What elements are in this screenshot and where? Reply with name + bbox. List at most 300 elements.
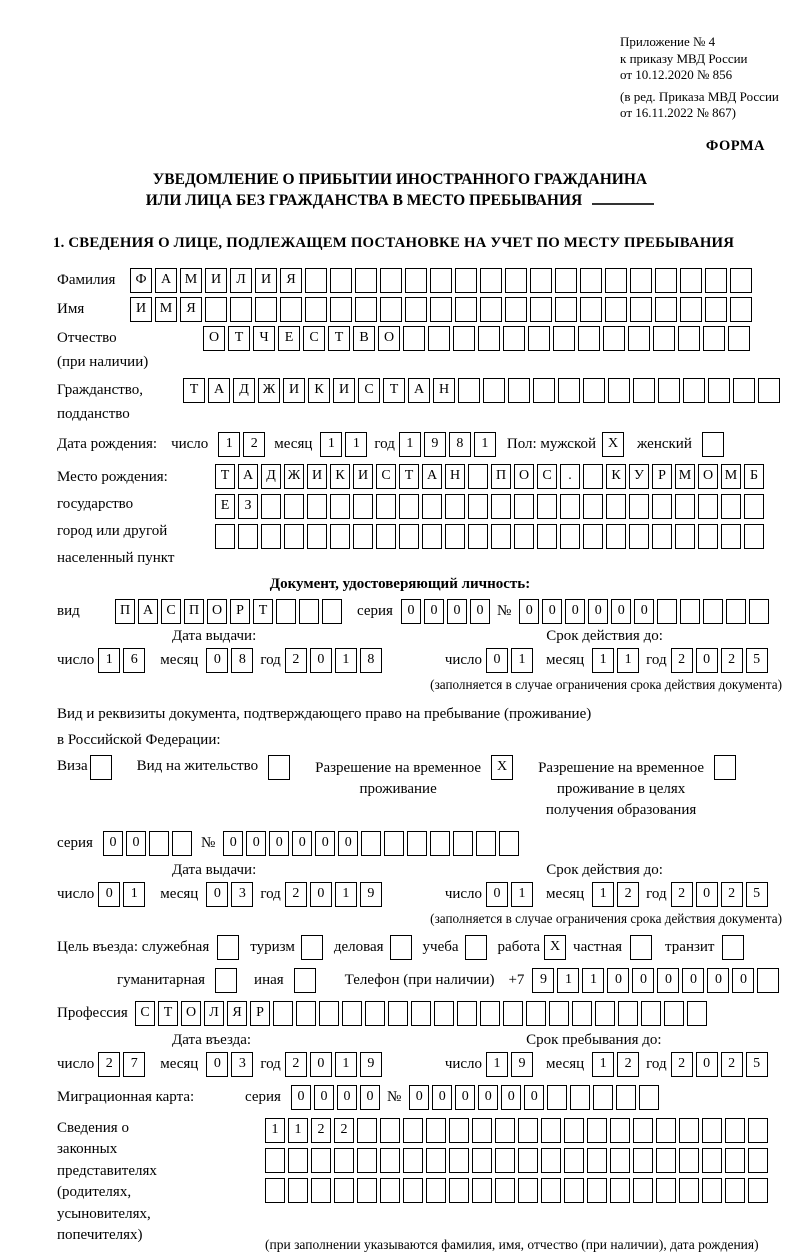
birthplace-cell[interactable] xyxy=(652,494,672,519)
patronymic-cell[interactable] xyxy=(578,326,600,351)
representatives-cell[interactable] xyxy=(449,1178,469,1203)
representatives-cell[interactable] xyxy=(610,1178,630,1203)
birthplace-cell[interactable]: Т xyxy=(399,464,419,489)
birthplace-cell[interactable]: Т xyxy=(215,464,235,489)
representatives-cell[interactable] xyxy=(633,1148,653,1173)
id-number-cell[interactable]: 0 xyxy=(542,599,562,624)
birthplace-cell[interactable] xyxy=(353,494,373,519)
given-name-cell[interactable] xyxy=(430,297,452,322)
birthplace-cell[interactable] xyxy=(698,494,718,519)
mig-number-cell[interactable] xyxy=(616,1085,636,1110)
citizenship-cell[interactable]: К xyxy=(308,378,330,403)
birthplace-cell[interactable] xyxy=(445,524,465,549)
birthplace-cell[interactable] xyxy=(238,524,258,549)
profession-cell[interactable] xyxy=(503,1001,523,1026)
citizenship-cell[interactable]: Т xyxy=(183,378,205,403)
representatives-cell[interactable] xyxy=(610,1148,630,1173)
res-number-cell[interactable]: 0 xyxy=(292,831,312,856)
patronymic-cell[interactable] xyxy=(628,326,650,351)
birthplace-cell[interactable] xyxy=(468,494,488,519)
birthplace-cell[interactable] xyxy=(721,524,741,549)
birthplace-cell[interactable] xyxy=(721,494,741,519)
birthplace-cell[interactable] xyxy=(353,524,373,549)
patronymic-cell[interactable] xyxy=(528,326,550,351)
doc-type-cell[interactable] xyxy=(299,599,319,624)
birthplace-cell[interactable]: Д xyxy=(261,464,281,489)
phone-cell[interactable]: 0 xyxy=(732,968,754,993)
patronymic-cell[interactable] xyxy=(453,326,475,351)
birthplace-cell[interactable] xyxy=(376,494,396,519)
res-issue-year-cell[interactable]: 9 xyxy=(360,882,382,907)
given-name-cell[interactable] xyxy=(580,297,602,322)
birthplace-cell[interactable] xyxy=(330,494,350,519)
birthplace-cell[interactable] xyxy=(514,494,534,519)
representatives-cell[interactable] xyxy=(334,1178,354,1203)
id-seriya-cell[interactable]: 0 xyxy=(401,599,421,624)
surname-cell[interactable]: Л xyxy=(230,268,252,293)
representatives-cell[interactable] xyxy=(541,1178,561,1203)
patronymic-cell[interactable] xyxy=(428,326,450,351)
doc-type-cell[interactable]: Т xyxy=(253,599,273,624)
birthplace-cell[interactable] xyxy=(514,524,534,549)
given-name-cell[interactable] xyxy=(630,297,652,322)
representatives-cell[interactable]: 2 xyxy=(334,1118,354,1143)
surname-cell[interactable] xyxy=(730,268,752,293)
profession-cell[interactable]: Я xyxy=(227,1001,247,1026)
birthplace-cell[interactable] xyxy=(330,524,350,549)
representatives-cell[interactable] xyxy=(656,1148,676,1173)
res-issue-month-cell[interactable]: 3 xyxy=(231,882,253,907)
doc-type-cell[interactable]: П xyxy=(184,599,204,624)
birthplace-cell[interactable] xyxy=(261,524,281,549)
profession-cell[interactable] xyxy=(411,1001,431,1026)
birthplace-cell[interactable] xyxy=(606,524,626,549)
entry-month-cell[interactable]: 0 xyxy=(206,1052,228,1077)
purpose-other-checkbox[interactable] xyxy=(294,968,316,993)
surname-cell[interactable] xyxy=(330,268,352,293)
representatives-cell[interactable] xyxy=(265,1178,285,1203)
citizenship-cell[interactable]: С xyxy=(358,378,380,403)
birthplace-cell[interactable] xyxy=(744,494,764,519)
id-number-cell[interactable]: 0 xyxy=(519,599,539,624)
mig-number-cell[interactable]: 0 xyxy=(409,1085,429,1110)
citizenship-cell[interactable]: И xyxy=(283,378,305,403)
representatives-cell[interactable] xyxy=(633,1178,653,1203)
res-valid-day-cell[interactable]: 0 xyxy=(486,882,508,907)
surname-cell[interactable] xyxy=(555,268,577,293)
temp-residence-checkbox[interactable]: X xyxy=(491,755,513,780)
res-valid-month-cell[interactable]: 1 xyxy=(592,882,614,907)
representatives-cell[interactable] xyxy=(495,1118,515,1143)
birthplace-cell[interactable] xyxy=(399,524,419,549)
patronymic-cell[interactable] xyxy=(653,326,675,351)
birthplace-cell[interactable]: К xyxy=(606,464,626,489)
representatives-cell[interactable] xyxy=(725,1118,745,1143)
given-name-cell[interactable] xyxy=(455,297,477,322)
representatives-cell[interactable] xyxy=(265,1148,285,1173)
doc-type-cell[interactable]: О xyxy=(207,599,227,624)
birthplace-cell[interactable] xyxy=(583,494,603,519)
representatives-cell[interactable] xyxy=(472,1118,492,1143)
res-number-cell[interactable] xyxy=(430,831,450,856)
representatives-cell[interactable] xyxy=(380,1148,400,1173)
purpose-transit-checkbox[interactable] xyxy=(722,935,744,960)
representatives-cell[interactable] xyxy=(495,1148,515,1173)
birthplace-cell[interactable]: Ж xyxy=(284,464,304,489)
birthplace-cell[interactable] xyxy=(629,524,649,549)
id-valid-month-cell[interactable]: 1 xyxy=(617,648,639,673)
birthplace-cell[interactable] xyxy=(284,494,304,519)
mig-seriya-cell[interactable]: 0 xyxy=(291,1085,311,1110)
representatives-cell[interactable] xyxy=(288,1178,308,1203)
birthplace-cell[interactable]: С xyxy=(537,464,557,489)
representatives-cell[interactable] xyxy=(656,1178,676,1203)
purpose-humanitarian-checkbox[interactable] xyxy=(215,968,237,993)
mig-number-cell[interactable]: 0 xyxy=(524,1085,544,1110)
purpose-business-checkbox[interactable] xyxy=(390,935,412,960)
surname-cell[interactable] xyxy=(505,268,527,293)
representatives-cell[interactable] xyxy=(357,1118,377,1143)
birthplace-cell[interactable] xyxy=(583,464,603,489)
patronymic-cell[interactable]: Е xyxy=(278,326,300,351)
birth-year-cell[interactable]: 9 xyxy=(424,432,446,457)
birthplace-cell[interactable] xyxy=(491,524,511,549)
citizenship-cell[interactable] xyxy=(533,378,555,403)
representatives-cell[interactable] xyxy=(357,1178,377,1203)
representatives-cell[interactable] xyxy=(564,1148,584,1173)
birthplace-cell[interactable]: И xyxy=(353,464,373,489)
representatives-cell[interactable] xyxy=(472,1148,492,1173)
birthplace-cell[interactable] xyxy=(537,494,557,519)
surname-cell[interactable]: И xyxy=(205,268,227,293)
citizenship-cell[interactable] xyxy=(658,378,680,403)
purpose-private-checkbox[interactable] xyxy=(630,935,652,960)
res-number-cell[interactable]: 0 xyxy=(315,831,335,856)
purpose-official-checkbox[interactable] xyxy=(217,935,239,960)
stay-year-cell[interactable]: 5 xyxy=(746,1052,768,1077)
profession-cell[interactable] xyxy=(480,1001,500,1026)
representatives-cell[interactable] xyxy=(518,1178,538,1203)
citizenship-cell[interactable] xyxy=(458,378,480,403)
res-issue-year-cell[interactable]: 1 xyxy=(335,882,357,907)
surname-cell[interactable] xyxy=(355,268,377,293)
profession-cell[interactable] xyxy=(549,1001,569,1026)
res-issue-month-cell[interactable]: 0 xyxy=(206,882,228,907)
birthplace-cell[interactable]: О xyxy=(698,464,718,489)
birthplace-cell[interactable]: П xyxy=(491,464,511,489)
res-number-cell[interactable]: 0 xyxy=(223,831,243,856)
stay-day-cell[interactable]: 1 xyxy=(486,1052,508,1077)
birthplace-cell[interactable] xyxy=(399,494,419,519)
birthplace-cell[interactable]: М xyxy=(721,464,741,489)
patronymic-cell[interactable]: Т xyxy=(228,326,250,351)
given-name-cell[interactable] xyxy=(680,297,702,322)
phone-cell[interactable] xyxy=(757,968,779,993)
representatives-cell[interactable] xyxy=(449,1148,469,1173)
entry-day-cell[interactable]: 2 xyxy=(98,1052,120,1077)
birthplace-cell[interactable] xyxy=(698,524,718,549)
birthplace-cell[interactable] xyxy=(537,524,557,549)
birth-day-cell[interactable]: 1 xyxy=(218,432,240,457)
sex-male-checkbox[interactable]: X xyxy=(602,432,624,457)
birthplace-cell[interactable] xyxy=(606,494,626,519)
profession-cell[interactable] xyxy=(342,1001,362,1026)
res-issue-day-cell[interactable]: 0 xyxy=(98,882,120,907)
citizenship-cell[interactable] xyxy=(558,378,580,403)
res-number-cell[interactable] xyxy=(476,831,496,856)
citizenship-cell[interactable]: А xyxy=(208,378,230,403)
entry-year-cell[interactable]: 2 xyxy=(285,1052,307,1077)
id-seriya-cell[interactable]: 0 xyxy=(470,599,490,624)
birthplace-cell[interactable] xyxy=(468,464,488,489)
birthplace-cell[interactable] xyxy=(307,524,327,549)
mig-number-cell[interactable] xyxy=(593,1085,613,1110)
patronymic-cell[interactable]: С xyxy=(303,326,325,351)
representatives-cell[interactable] xyxy=(495,1178,515,1203)
birthplace-cell[interactable] xyxy=(629,494,649,519)
birth-year-cell[interactable]: 1 xyxy=(399,432,421,457)
given-name-cell[interactable] xyxy=(380,297,402,322)
representatives-cell[interactable] xyxy=(334,1148,354,1173)
mig-number-cell[interactable]: 0 xyxy=(455,1085,475,1110)
id-number-cell[interactable] xyxy=(749,599,769,624)
citizenship-cell[interactable] xyxy=(608,378,630,403)
id-issue-year-cell[interactable]: 2 xyxy=(285,648,307,673)
id-number-cell[interactable]: 0 xyxy=(611,599,631,624)
representatives-cell[interactable]: 1 xyxy=(288,1118,308,1143)
stay-month-cell[interactable]: 2 xyxy=(617,1052,639,1077)
citizenship-cell[interactable]: Д xyxy=(233,378,255,403)
representatives-cell[interactable] xyxy=(679,1118,699,1143)
surname-cell[interactable] xyxy=(705,268,727,293)
doc-type-cell[interactable] xyxy=(276,599,296,624)
res-issue-year-cell[interactable]: 2 xyxy=(285,882,307,907)
surname-cell[interactable] xyxy=(630,268,652,293)
mig-number-cell[interactable] xyxy=(639,1085,659,1110)
id-issue-day-cell[interactable]: 6 xyxy=(123,648,145,673)
entry-year-cell[interactable]: 0 xyxy=(310,1052,332,1077)
res-number-cell[interactable]: 0 xyxy=(269,831,289,856)
stay-year-cell[interactable]: 0 xyxy=(696,1052,718,1077)
given-name-cell[interactable] xyxy=(280,297,302,322)
given-name-cell[interactable]: М xyxy=(155,297,177,322)
res-valid-year-cell[interactable]: 2 xyxy=(671,882,693,907)
doc-type-cell[interactable]: Р xyxy=(230,599,250,624)
surname-cell[interactable]: А xyxy=(155,268,177,293)
birthplace-cell[interactable] xyxy=(491,494,511,519)
profession-cell[interactable] xyxy=(595,1001,615,1026)
profession-cell[interactable] xyxy=(664,1001,684,1026)
doc-type-cell[interactable] xyxy=(322,599,342,624)
purpose-tourism-checkbox[interactable] xyxy=(301,935,323,960)
profession-cell[interactable]: Р xyxy=(250,1001,270,1026)
patronymic-cell[interactable] xyxy=(603,326,625,351)
res-seriya-cell[interactable]: 0 xyxy=(103,831,123,856)
citizenship-cell[interactable] xyxy=(733,378,755,403)
res-valid-year-cell[interactable]: 5 xyxy=(746,882,768,907)
birthplace-cell[interactable] xyxy=(261,494,281,519)
res-number-cell[interactable] xyxy=(361,831,381,856)
id-seriya-cell[interactable]: 0 xyxy=(447,599,467,624)
doc-type-cell[interactable]: А xyxy=(138,599,158,624)
surname-cell[interactable] xyxy=(655,268,677,293)
doc-type-cell[interactable]: П xyxy=(115,599,135,624)
birthplace-cell[interactable]: Б xyxy=(744,464,764,489)
surname-cell[interactable]: М xyxy=(180,268,202,293)
surname-cell[interactable] xyxy=(480,268,502,293)
given-name-cell[interactable] xyxy=(205,297,227,322)
res-valid-day-cell[interactable]: 1 xyxy=(511,882,533,907)
representatives-cell[interactable] xyxy=(679,1178,699,1203)
entry-year-cell[interactable]: 1 xyxy=(335,1052,357,1077)
surname-cell[interactable] xyxy=(530,268,552,293)
res-number-cell[interactable]: 0 xyxy=(246,831,266,856)
phone-cell[interactable]: 0 xyxy=(632,968,654,993)
representatives-cell[interactable] xyxy=(587,1118,607,1143)
res-issue-day-cell[interactable]: 1 xyxy=(123,882,145,907)
phone-cell[interactable]: 0 xyxy=(682,968,704,993)
representatives-cell[interactable] xyxy=(610,1118,630,1143)
representatives-cell[interactable] xyxy=(633,1118,653,1143)
citizenship-cell[interactable] xyxy=(508,378,530,403)
profession-cell[interactable] xyxy=(526,1001,546,1026)
citizenship-cell[interactable] xyxy=(583,378,605,403)
given-name-cell[interactable] xyxy=(405,297,427,322)
given-name-cell[interactable] xyxy=(530,297,552,322)
given-name-cell[interactable] xyxy=(655,297,677,322)
birthplace-cell[interactable] xyxy=(445,494,465,519)
representatives-cell[interactable] xyxy=(403,1148,423,1173)
given-name-cell[interactable]: И xyxy=(130,297,152,322)
representatives-cell[interactable] xyxy=(380,1178,400,1203)
res-valid-year-cell[interactable]: 0 xyxy=(696,882,718,907)
representatives-cell[interactable] xyxy=(403,1178,423,1203)
phone-cell[interactable]: 1 xyxy=(582,968,604,993)
mig-seriya-cell[interactable]: 0 xyxy=(360,1085,380,1110)
phone-cell[interactable]: 0 xyxy=(657,968,679,993)
birth-month-cell[interactable]: 1 xyxy=(320,432,342,457)
birthplace-cell[interactable]: И xyxy=(307,464,327,489)
citizenship-cell[interactable]: Ж xyxy=(258,378,280,403)
id-valid-month-cell[interactable]: 1 xyxy=(592,648,614,673)
given-name-cell[interactable] xyxy=(505,297,527,322)
id-issue-year-cell[interactable]: 1 xyxy=(335,648,357,673)
phone-cell[interactable]: 0 xyxy=(707,968,729,993)
representatives-cell[interactable] xyxy=(587,1178,607,1203)
patronymic-cell[interactable]: Т xyxy=(328,326,350,351)
representatives-cell[interactable]: 2 xyxy=(311,1118,331,1143)
representatives-cell[interactable] xyxy=(702,1178,722,1203)
citizenship-cell[interactable]: Т xyxy=(383,378,405,403)
patronymic-cell[interactable]: В xyxy=(353,326,375,351)
id-number-cell[interactable]: 0 xyxy=(588,599,608,624)
birthplace-cell[interactable] xyxy=(284,524,304,549)
mig-number-cell[interactable]: 0 xyxy=(478,1085,498,1110)
birthplace-cell[interactable] xyxy=(307,494,327,519)
birthplace-cell[interactable]: Н xyxy=(445,464,465,489)
representatives-cell[interactable] xyxy=(702,1148,722,1173)
birthplace-cell[interactable] xyxy=(675,524,695,549)
res-seriya-cell[interactable]: 0 xyxy=(126,831,146,856)
given-name-cell[interactable] xyxy=(230,297,252,322)
mig-number-cell[interactable]: 0 xyxy=(501,1085,521,1110)
representatives-cell[interactable] xyxy=(311,1178,331,1203)
birth-year-cell[interactable]: 8 xyxy=(449,432,471,457)
birthplace-cell[interactable] xyxy=(422,494,442,519)
birthplace-cell[interactable] xyxy=(468,524,488,549)
representatives-cell[interactable] xyxy=(380,1118,400,1143)
citizenship-cell[interactable] xyxy=(633,378,655,403)
id-seriya-cell[interactable]: 0 xyxy=(424,599,444,624)
patronymic-cell[interactable] xyxy=(553,326,575,351)
res-number-cell[interactable] xyxy=(499,831,519,856)
birth-month-cell[interactable]: 1 xyxy=(345,432,367,457)
birthplace-cell[interactable]: Е xyxy=(215,494,235,519)
representatives-cell[interactable] xyxy=(748,1148,768,1173)
representatives-cell[interactable] xyxy=(564,1118,584,1143)
representatives-cell[interactable] xyxy=(472,1178,492,1203)
birthplace-cell[interactable] xyxy=(422,524,442,549)
id-valid-year-cell[interactable]: 2 xyxy=(671,648,693,673)
res-number-cell[interactable] xyxy=(453,831,473,856)
residence-permit-checkbox[interactable] xyxy=(268,755,290,780)
id-number-cell[interactable] xyxy=(703,599,723,624)
surname-cell[interactable] xyxy=(380,268,402,293)
representatives-cell[interactable] xyxy=(357,1148,377,1173)
profession-cell[interactable]: С xyxy=(135,1001,155,1026)
birthplace-cell[interactable]: З xyxy=(238,494,258,519)
representatives-cell[interactable] xyxy=(748,1118,768,1143)
birthplace-cell[interactable] xyxy=(744,524,764,549)
birthplace-cell[interactable] xyxy=(215,524,235,549)
birthplace-cell[interactable]: К xyxy=(330,464,350,489)
surname-cell[interactable]: И xyxy=(255,268,277,293)
representatives-cell[interactable] xyxy=(748,1178,768,1203)
res-valid-year-cell[interactable]: 2 xyxy=(721,882,743,907)
citizenship-cell[interactable] xyxy=(683,378,705,403)
id-valid-year-cell[interactable]: 5 xyxy=(746,648,768,673)
entry-month-cell[interactable]: 3 xyxy=(231,1052,253,1077)
surname-cell[interactable] xyxy=(430,268,452,293)
birthplace-cell[interactable]: Р xyxy=(652,464,672,489)
citizenship-cell[interactable] xyxy=(483,378,505,403)
representatives-cell[interactable] xyxy=(311,1148,331,1173)
representatives-cell[interactable] xyxy=(587,1148,607,1173)
doc-type-cell[interactable]: С xyxy=(161,599,181,624)
stay-month-cell[interactable]: 1 xyxy=(592,1052,614,1077)
given-name-cell[interactable] xyxy=(555,297,577,322)
patronymic-cell[interactable]: О xyxy=(203,326,225,351)
profession-cell[interactable] xyxy=(618,1001,638,1026)
given-name-cell[interactable] xyxy=(255,297,277,322)
representatives-cell[interactable] xyxy=(679,1148,699,1173)
sex-female-checkbox[interactable] xyxy=(702,432,724,457)
citizenship-cell[interactable] xyxy=(758,378,780,403)
id-issue-year-cell[interactable]: 8 xyxy=(360,648,382,673)
id-number-cell[interactable]: 0 xyxy=(634,599,654,624)
profession-cell[interactable] xyxy=(572,1001,592,1026)
res-seriya-cell[interactable] xyxy=(149,831,169,856)
phone-cell[interactable]: 9 xyxy=(532,968,554,993)
surname-cell[interactable]: Ф xyxy=(130,268,152,293)
mig-number-cell[interactable] xyxy=(570,1085,590,1110)
representatives-cell[interactable] xyxy=(449,1118,469,1143)
representatives-cell[interactable] xyxy=(725,1178,745,1203)
surname-cell[interactable] xyxy=(305,268,327,293)
res-valid-month-cell[interactable]: 2 xyxy=(617,882,639,907)
birthplace-cell[interactable] xyxy=(376,524,396,549)
representatives-cell[interactable] xyxy=(541,1148,561,1173)
